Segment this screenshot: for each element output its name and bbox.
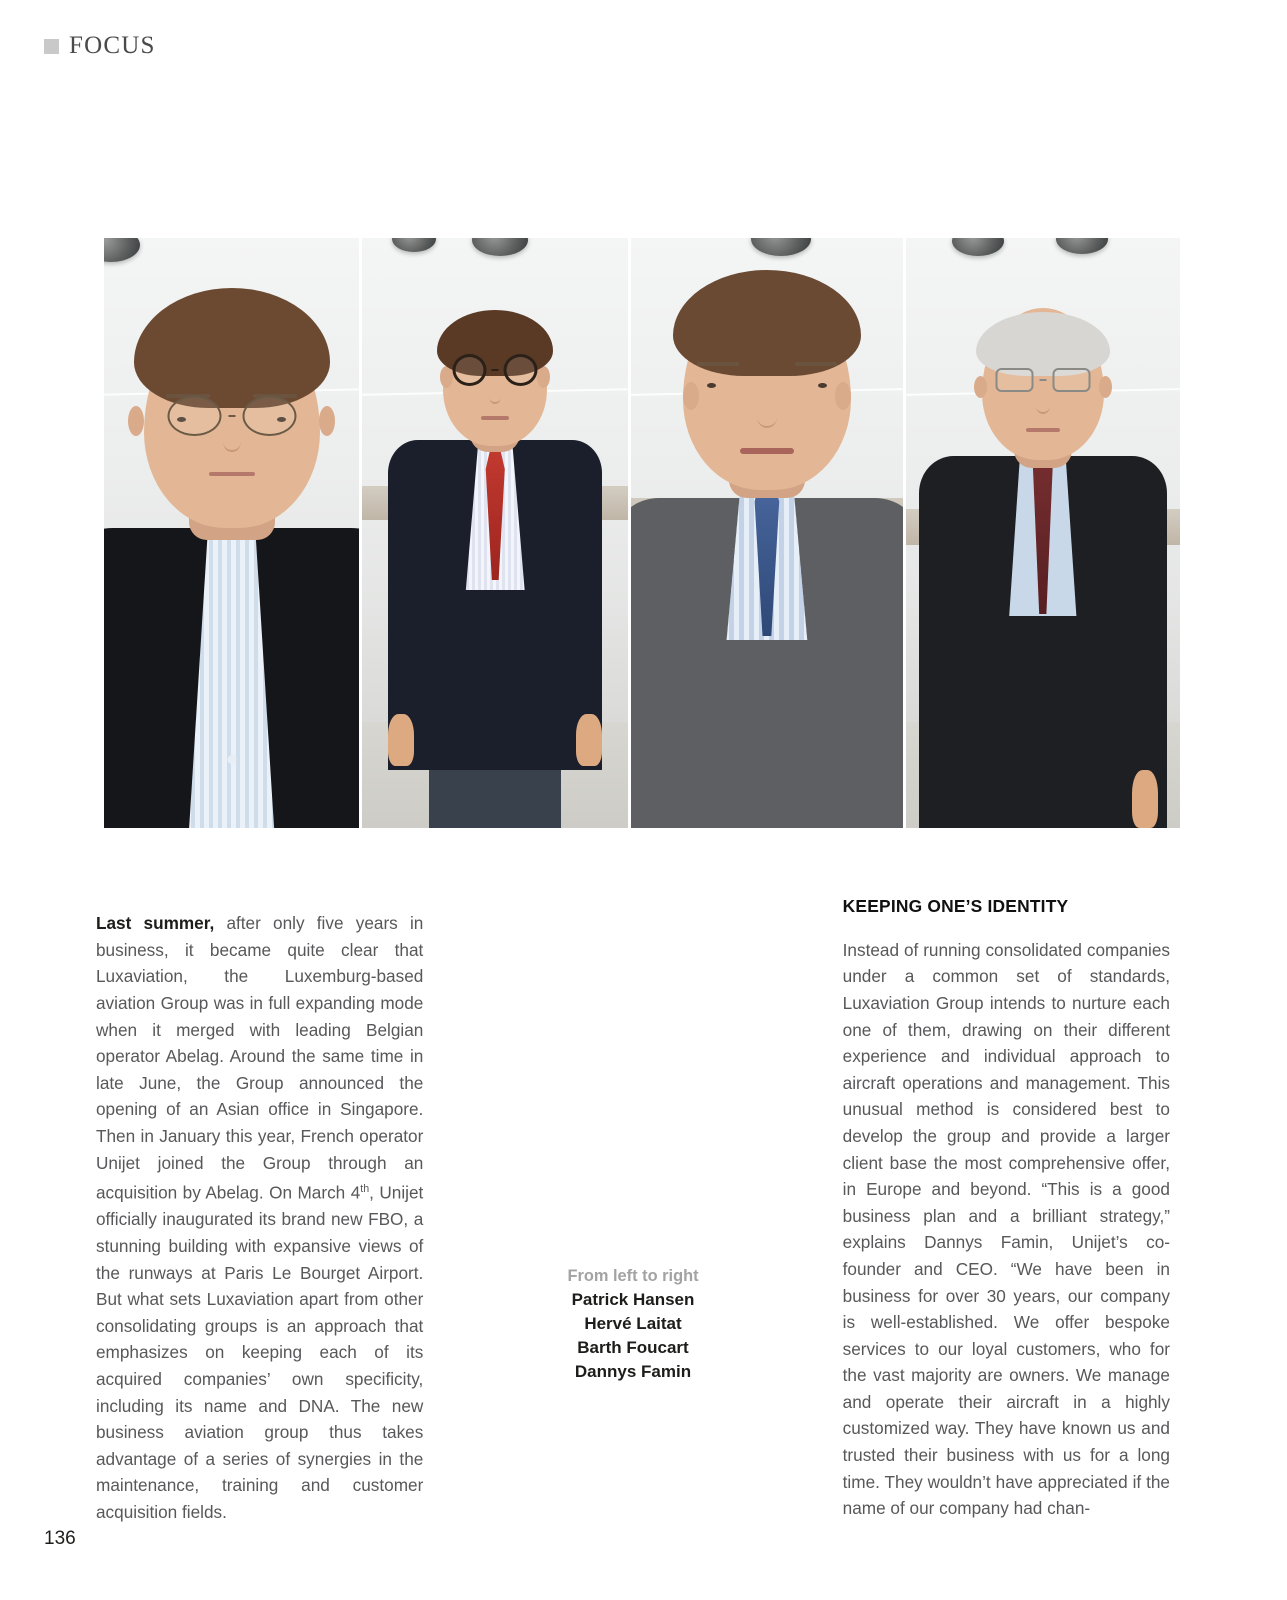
body-text-part-1: after only five years in business, it became quite clear that Luxaviation, the Luxemburg-based aviation Group was in full expanding mode when it merged with leading Belgian operator Abelag. Around the same time in late June, the Group announced the opening of an Asian office in Singapore. Then in January this year, French operator Unijet joined the Group through an acquisition by Abelag. On March 4 bbox=[96, 913, 424, 1203]
lens-right bbox=[504, 354, 538, 386]
lens-left bbox=[995, 368, 1033, 392]
nose bbox=[223, 432, 241, 452]
hand-left bbox=[388, 714, 414, 766]
eyebrow-right bbox=[795, 362, 837, 366]
article-paragraph-left bbox=[96, 910, 423, 1525]
hand-right bbox=[1132, 770, 1158, 828]
eyeglasses-icon bbox=[453, 354, 538, 386]
mouth bbox=[481, 416, 509, 420]
ear-right bbox=[835, 382, 851, 410]
square-bullet-icon bbox=[44, 39, 59, 54]
glasses-bridge bbox=[228, 415, 235, 417]
ear-right bbox=[1099, 376, 1112, 398]
lens-left bbox=[167, 396, 221, 436]
portrait-panel-herve-laitat bbox=[362, 238, 631, 828]
glasses-bridge bbox=[1039, 379, 1046, 381]
section-heading: KEEPING ONE’S IDENTITY bbox=[842, 896, 1069, 916]
lead-in-text: Last summer, bbox=[96, 913, 215, 934]
nose bbox=[757, 406, 777, 428]
caption-label: From left to right bbox=[567, 1267, 699, 1286]
lens-right bbox=[242, 396, 296, 436]
glasses-bridge bbox=[492, 369, 499, 371]
eyebrow-left bbox=[697, 362, 739, 366]
caption-name-3: Barth Foucart bbox=[577, 1337, 689, 1357]
column-middle bbox=[469, 893, 796, 1543]
eyeglasses-icon bbox=[167, 396, 296, 436]
eye-right bbox=[818, 383, 827, 388]
eyeglasses-icon bbox=[995, 368, 1090, 392]
mouth bbox=[209, 472, 255, 476]
body-text-part-2: , Unijet officially inaugurated its brand new FBO, a stunning building with expansive views of the runways at Paris Le Bourget Airport. But what sets Luxaviation apart from other consolidating groups is an approach that emphasizes on keeping each of its acquired companies’ own specificity, including its name and DNA. The new business aviation group thus takes advantage of a series of synergies in the maintenance, training and customer acquisition fields. bbox=[96, 1182, 424, 1522]
article-columns bbox=[96, 893, 1170, 1543]
ear-left bbox=[974, 376, 987, 398]
shirt-button bbox=[227, 755, 236, 764]
caption-name-1: Patrick Hansen bbox=[571, 1290, 695, 1310]
ear-left bbox=[128, 406, 144, 436]
page-number: 136 bbox=[44, 1528, 76, 1549]
nose bbox=[1036, 398, 1050, 414]
hand-right bbox=[576, 714, 602, 766]
column-left bbox=[96, 893, 423, 1543]
ordinal-suffix: th bbox=[360, 1183, 370, 1196]
photo-caption bbox=[469, 1264, 796, 1383]
nose bbox=[490, 392, 501, 404]
portrait-panel-barth-foucart bbox=[631, 238, 905, 828]
mouth bbox=[1026, 428, 1060, 432]
running-head bbox=[44, 32, 156, 60]
portrait-panel-patrick-hansen bbox=[104, 238, 362, 828]
caption-name-4: Dannys Famin bbox=[574, 1361, 692, 1381]
lens-right bbox=[1052, 368, 1090, 392]
lens-left bbox=[453, 354, 487, 386]
caption-name-2: Hervé Laitat bbox=[584, 1314, 682, 1334]
running-head-label: FOCUS bbox=[69, 32, 156, 59]
article-paragraph-right: Instead of running consolidated companies under a common set of standards, Luxaviation Group intends to nurture each one of them, drawing on their different experience and individual approach to aircraft operations and management. This unusual method is considered best to develop the group and provide a larger client base the most comprehensive offer, in Europe and beyond. “This is a good business plan and a brilliant strategy,” explains Dannys Famin, Unijet’s co-founder and CEO. “We have been in business for over 30 years, our company is well-established. We offer bespoke services to our loyal customers, who for the vast majority are owners. We manage and operate their aircraft in a highly customized way. They have known us and trusted their business with us for a long time. They wouldn’t have appreciated if the name of our company had chan- bbox=[842, 939, 1170, 1519]
column-right bbox=[843, 893, 1170, 1543]
portrait-panel-dannys-famin bbox=[906, 238, 1180, 828]
mouth bbox=[740, 448, 794, 454]
portrait-photo-strip bbox=[104, 238, 1180, 828]
